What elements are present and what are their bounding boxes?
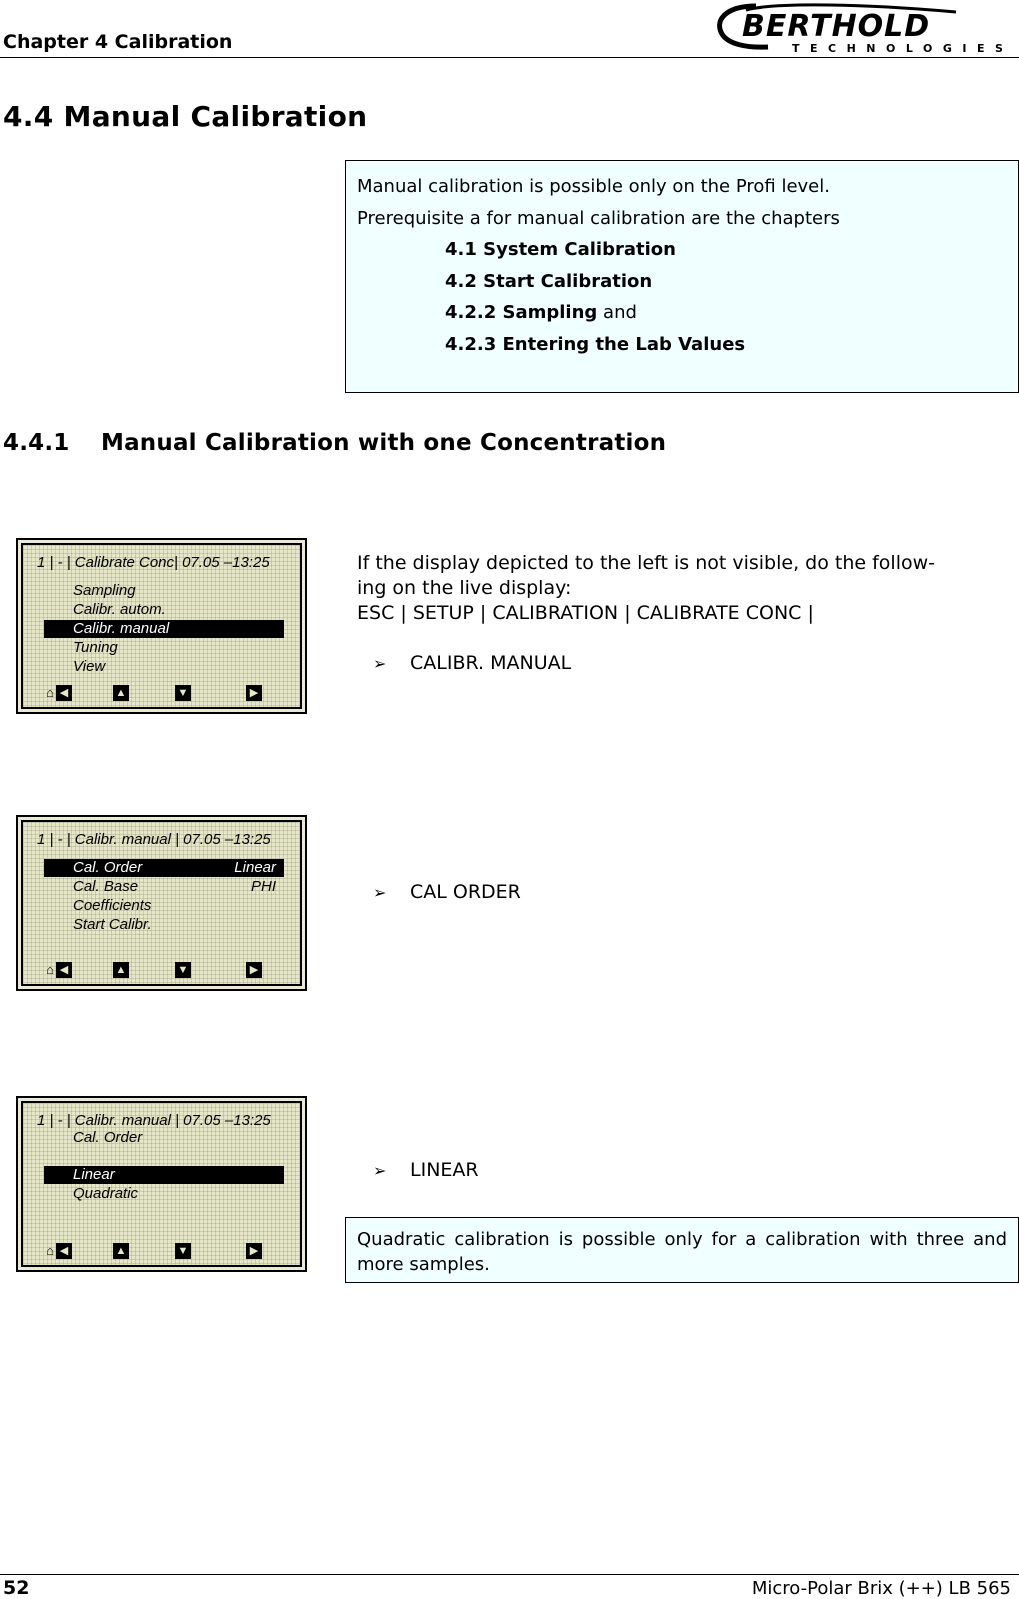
product-name: Micro-Polar Brix (++) LB 565 <box>751 1578 1011 1599</box>
footer-divider <box>0 1574 1019 1575</box>
lcd-key-bar <box>23 962 300 980</box>
step-calibr-manual: ➢ CALIBR. MANUAL <box>357 652 571 674</box>
menu-item-quadratic[interactable]: Quadratic <box>73 1185 139 1202</box>
up-arrow-icon[interactable]: ▲ <box>113 962 129 978</box>
home-icon: ⌂ <box>46 1243 54 1258</box>
step-cal-order: ➢ CAL ORDER <box>357 881 521 903</box>
menu-item-view[interactable]: View <box>73 658 106 675</box>
lcd-display-calibrate-conc <box>16 538 307 714</box>
arrow-bullet-icon: ➢ <box>373 1161 387 1180</box>
up-arrow-icon[interactable]: ▲ <box>113 685 129 701</box>
lcd-display-calibr-manual <box>16 815 307 991</box>
lcd-title: 1 | - | Calibr. manual | 07.05 –13:25 <box>37 831 271 848</box>
note-line: Manual calibration is possible only on the Profi level. <box>357 176 830 197</box>
down-arrow-icon[interactable]: ▼ <box>175 962 191 978</box>
lcd-display-cal-order <box>16 1096 307 1272</box>
lcd-subtitle: Cal. Order <box>73 1129 143 1146</box>
home-back-key[interactable] <box>44 962 72 978</box>
lcd-key-bar <box>23 1243 300 1261</box>
left-arrow-icon: ◀ <box>56 1243 72 1259</box>
left-arrow-icon: ◀ <box>56 685 72 701</box>
arrow-bullet-icon: ➢ <box>373 654 387 673</box>
home-back-key[interactable] <box>44 685 72 701</box>
header-divider <box>0 57 1019 58</box>
menu-item-calibr-manual[interactable]: Calibr. manual <box>44 620 284 638</box>
logo-subtext: TECHNOLOGIES <box>792 42 1014 55</box>
chapter-title: Chapter 4 Calibration <box>3 31 233 53</box>
section-title: 4.4 Manual Calibration <box>3 100 368 133</box>
up-arrow-icon[interactable]: ▲ <box>113 1243 129 1259</box>
page-number: 52 <box>3 1577 30 1599</box>
menu-item-coefficients[interactable]: Coefficients <box>73 897 152 914</box>
menu-item-tuning[interactable]: Tuning <box>73 639 118 656</box>
note-line: Prerequisite a for manual calibration are the chapters <box>357 207 840 229</box>
prerequisite-note <box>345 160 1019 393</box>
chapter-ref: 4.2.3 Entering the Lab Values <box>445 333 746 355</box>
lcd-key-bar <box>23 685 300 703</box>
right-arrow-icon[interactable]: ▶ <box>246 962 262 978</box>
subsection-title: 4.4.1 Manual Calibration with one Concentration <box>3 430 667 456</box>
logo-text: BERTHOLD <box>742 9 931 44</box>
chapter-ref: 4.1 System Calibration <box>445 239 676 260</box>
menu-path: ESC | SETUP | CALIBRATION | CALIBRATE CONC | <box>357 602 814 624</box>
right-arrow-icon[interactable]: ▶ <box>246 685 262 701</box>
right-arrow-icon[interactable]: ▶ <box>246 1243 262 1259</box>
down-arrow-icon[interactable]: ▼ <box>175 1243 191 1259</box>
menu-item-calibr-autom[interactable]: Calibr. autom. <box>73 601 166 618</box>
down-arrow-icon[interactable]: ▼ <box>175 685 191 701</box>
lcd-title: 1 | - | Calibr. manual | 07.05 –13:25 <box>37 1112 271 1129</box>
menu-item-cal-base[interactable]: Cal. Base PHI <box>73 878 276 895</box>
left-arrow-icon: ◀ <box>56 962 72 978</box>
step-linear: ➢ LINEAR <box>357 1159 479 1181</box>
menu-item-start-calibr[interactable]: Start Calibr. <box>73 916 152 933</box>
home-icon: ⌂ <box>46 685 54 700</box>
instruction-text <box>357 551 1012 626</box>
home-icon: ⌂ <box>46 962 54 977</box>
instruction-line: If the display depicted to the left is not visible, do the follow- <box>357 552 935 574</box>
arrow-bullet-icon: ➢ <box>373 883 387 902</box>
menu-item-cal-order[interactable]: Cal. Order Linear <box>44 859 284 877</box>
home-back-key[interactable] <box>44 1243 72 1259</box>
menu-item-sampling[interactable]: Sampling <box>73 582 136 599</box>
menu-item-linear[interactable]: Linear <box>44 1166 284 1184</box>
lcd-title: 1 | - | Calibrate Conc| 07.05 –13:25 <box>37 554 270 571</box>
instruction-line: ing on the live display: <box>357 577 572 599</box>
berthold-logo <box>716 0 1016 56</box>
chapter-ref: 4.2.2 Sampling and <box>445 302 637 323</box>
chapter-ref: 4.2 Start Calibration <box>445 270 653 292</box>
quadratic-note: Quadratic calibration is possible only for a calibration with three and more samples. <box>345 1217 1019 1283</box>
